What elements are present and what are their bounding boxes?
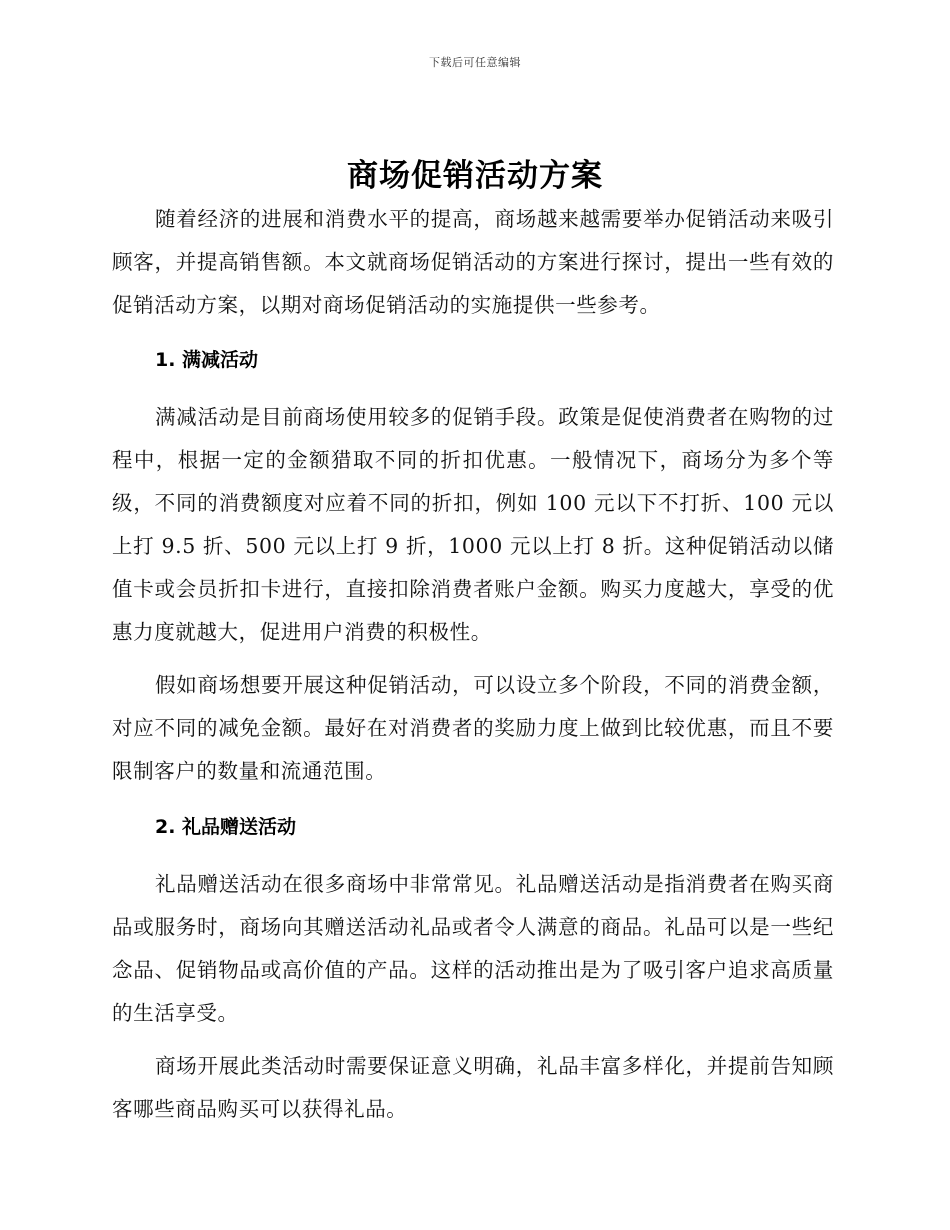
intro-paragraph: 随着经济的进展和消费水平的提高，商场越来越需要举办促销活动来吸引顾客，并提高销售额。本文就商场促销活动的方案进行探讨，提出一些有效的促销活动方案，以期对商场促销活动的实施提供一些参考。 — [112, 207, 834, 317]
section-paragraph: 礼品赠送活动在很多商场中非常常见。礼品赠送活动是指消费者在购买商品或服务时，商场向其赠送活动礼品或者令人满意的商品。礼品可以是一些纪念品、促销物品或高价值的产品。这样的活动推出是为了吸引客户追求高质量的生活享受。 — [112, 872, 834, 1025]
header-note: 下载后可任意编辑 — [429, 56, 521, 69]
section-paragraph: 商场开展此类活动时需要保证意义明确，礼品丰富多样化，并提前告知顾客哪些商品购买可以获得礼品。 — [112, 1054, 834, 1121]
section-paragraph: 假如商场想要开展这种促销活动，可以设立多个阶段，不同的消费金额，对应不同的减免金额。最好在对消费者的奖励力度上做到比较优惠，而且不要限制客户的数量和流通范围。 — [112, 673, 834, 783]
section-paragraph: 满减活动是目前商场使用较多的促销手段。政策是促使消费者在购物的过程中，根据一定的金额猎取不同的折扣优惠。一般情况下，商场分为多个等级，不同的消费额度对应着不同的折扣，例如 100 元以下不打折、100 元以上打 9.5 折、500 元以上打 9 折，1000 元以上打 8 折。这种促销活动以储值卡或会员折扣卡进行，直接扣除消费者账户金额。购买力度越大，享受的优惠力度就越大，促进用户消费的积极性。 — [112, 405, 834, 644]
section-heading-gift: 2. 礼品赠送活动 — [155, 816, 297, 838]
document-body — [112, 198, 834, 1131]
document-title: 商场促销活动方案 — [347, 158, 603, 194]
section-heading-discount: 1. 满减活动 — [155, 349, 259, 371]
